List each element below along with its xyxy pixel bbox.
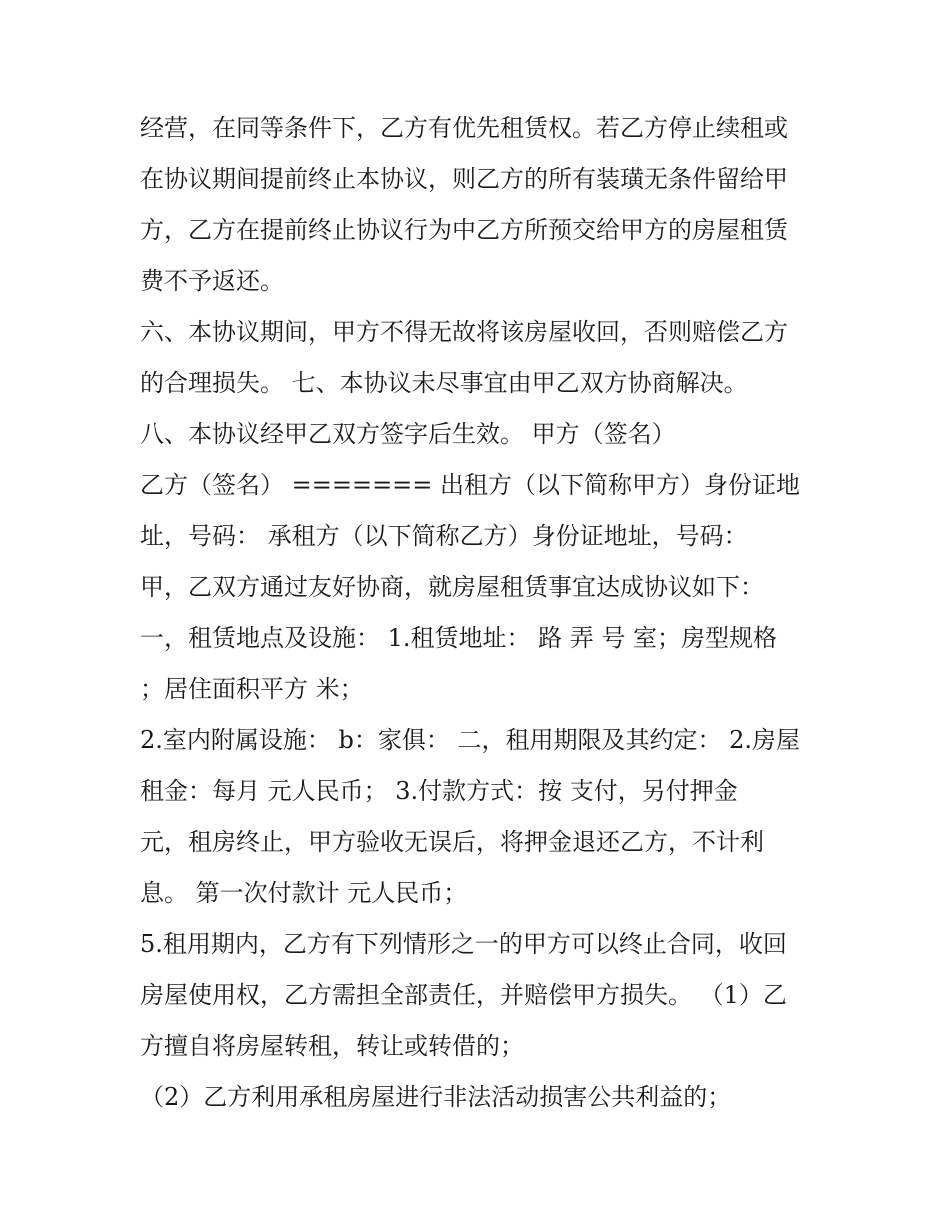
text-line: 元，租房终止，甲方验收无误后，将押金退还乙方，不计利 xyxy=(140,828,764,856)
text-line: 租金：每月 元人民币； 3.付款方式：按 支付，另付押金 xyxy=(140,777,738,805)
text-line: 在协议期间提前终止本协议，则乙方的所有装璜无条件留给甲 xyxy=(140,165,788,193)
text-line: （2）乙方利用承租房屋进行非法活动损害公共利益的； xyxy=(140,1083,732,1111)
text-line: 一，租赁地点及设施： 1.租赁地址： 路 弄 号 室；房型规格 xyxy=(140,624,778,652)
text-line: 方，乙方在提前终止协议行为中乙方所预交给甲方的房屋租赁 xyxy=(140,216,788,244)
text-line: 的合理损失。 七、本协议未尽事宜由甲乙双方协商解决。 xyxy=(140,369,748,397)
text-line: ；居住面积平方 米； xyxy=(140,675,364,703)
text-line: 甲，乙双方通过友好协商，就房屋租赁事宜达成协议如下： xyxy=(140,573,764,601)
text-line: 方擅自将房屋转租，转让或转借的； xyxy=(140,1032,524,1060)
text-line: 房屋使用权，乙方需担全部责任，并赔偿甲方损失。 （1）乙 xyxy=(140,981,787,1009)
text-line: 乙方（签名） ======= 出租方（以下简称甲方）身份证地 xyxy=(140,471,801,499)
text-line: 5.租用期内，乙方有下列情形之一的甲方可以终止合同，收回 xyxy=(140,930,787,958)
text-line: 址，号码： 承租方（以下简称乙方）身份证地址，号码： xyxy=(140,522,748,550)
text-line: 息。 第一次付款计 元人民币； xyxy=(140,879,468,907)
text-line: 经营，在同等条件下，乙方有优先租赁权。若乙方停止续租或 xyxy=(140,114,788,142)
text-line: 六、本协议期间，甲方不得无故将该房屋收回，否则赔偿乙方 xyxy=(140,318,788,346)
text-line: 2.室内附属设施： b：家俱： 二，租用期限及其约定： 2.房屋 xyxy=(140,726,801,754)
text-line: 费不予返还。 xyxy=(140,267,284,295)
text-line: 八、本协议经甲乙双方签字后生效。 甲方（签名） xyxy=(140,420,676,448)
